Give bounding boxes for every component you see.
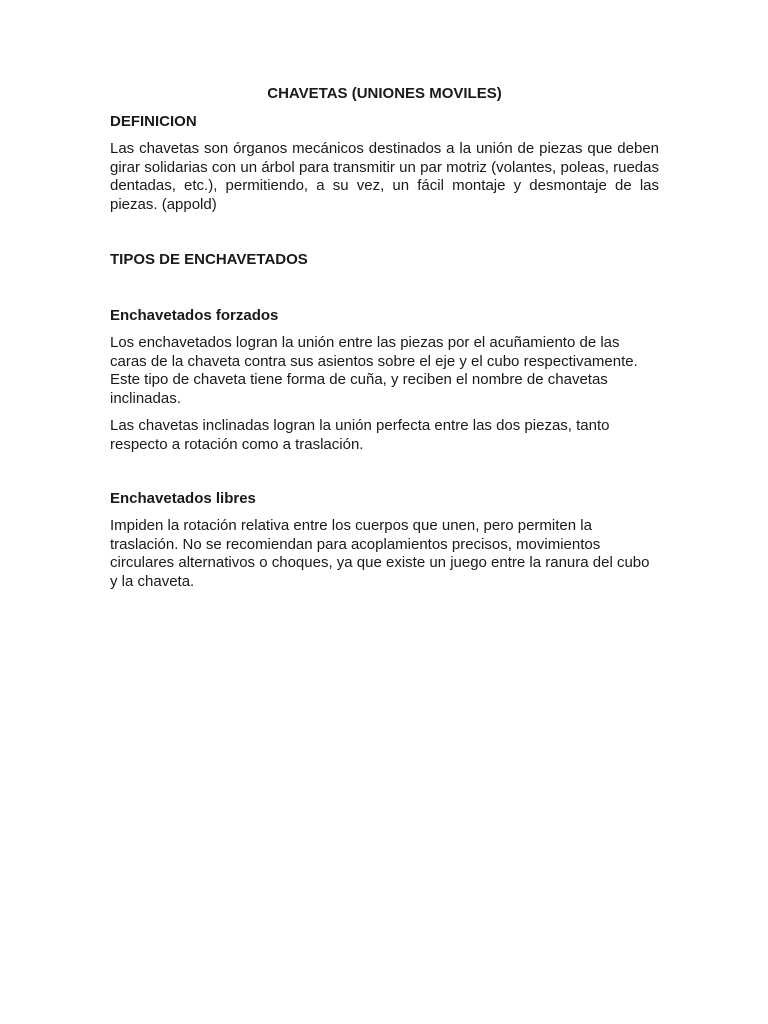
- section-heading-forzados: Enchavetados forzados: [110, 307, 279, 324]
- forzados-paragraph-2: Las chavetas inclinadas logran la unión perfecta entre las dos piezas, tanto respecto a rotación como a traslación.: [110, 417, 610, 453]
- section-heading-definicion: DEFINICION: [110, 113, 197, 130]
- document-title: CHAVETAS (UNIONES MOVILES): [267, 85, 502, 102]
- section-heading-libres: Enchavetados libres: [110, 490, 256, 507]
- libres-paragraph: Impiden la rotación relativa entre los cuerpos que unen, pero permiten la traslación. No se recomiendan para acoplamientos precisos, movimientos circulares alternativos o choques, ya que existe un juego entre la ranura del cubo y la chaveta.: [110, 517, 650, 590]
- forzados-paragraph-1: Los enchavetados logran la unión entre las piezas por el acuñamiento de las caras de la chaveta contra sus asientos sobre el eje y el cubo respectivamente. Este tipo de chaveta tiene forma de cuña, y reciben el nombre de chavetas inclinadas.: [110, 334, 638, 407]
- definicion-paragraph: Las chavetas son órganos mecánicos destinados a la unión de piezas que deben girar solidarias con un árbol para transmitir un par motriz (volantes, poleas, ruedas dentadas, etc.), permitiendo, a su vez, un fácil montaje y desmontaje de las piezas. (appold): [110, 140, 659, 213]
- section-heading-tipos: TIPOS DE ENCHAVETADOS: [110, 251, 308, 268]
